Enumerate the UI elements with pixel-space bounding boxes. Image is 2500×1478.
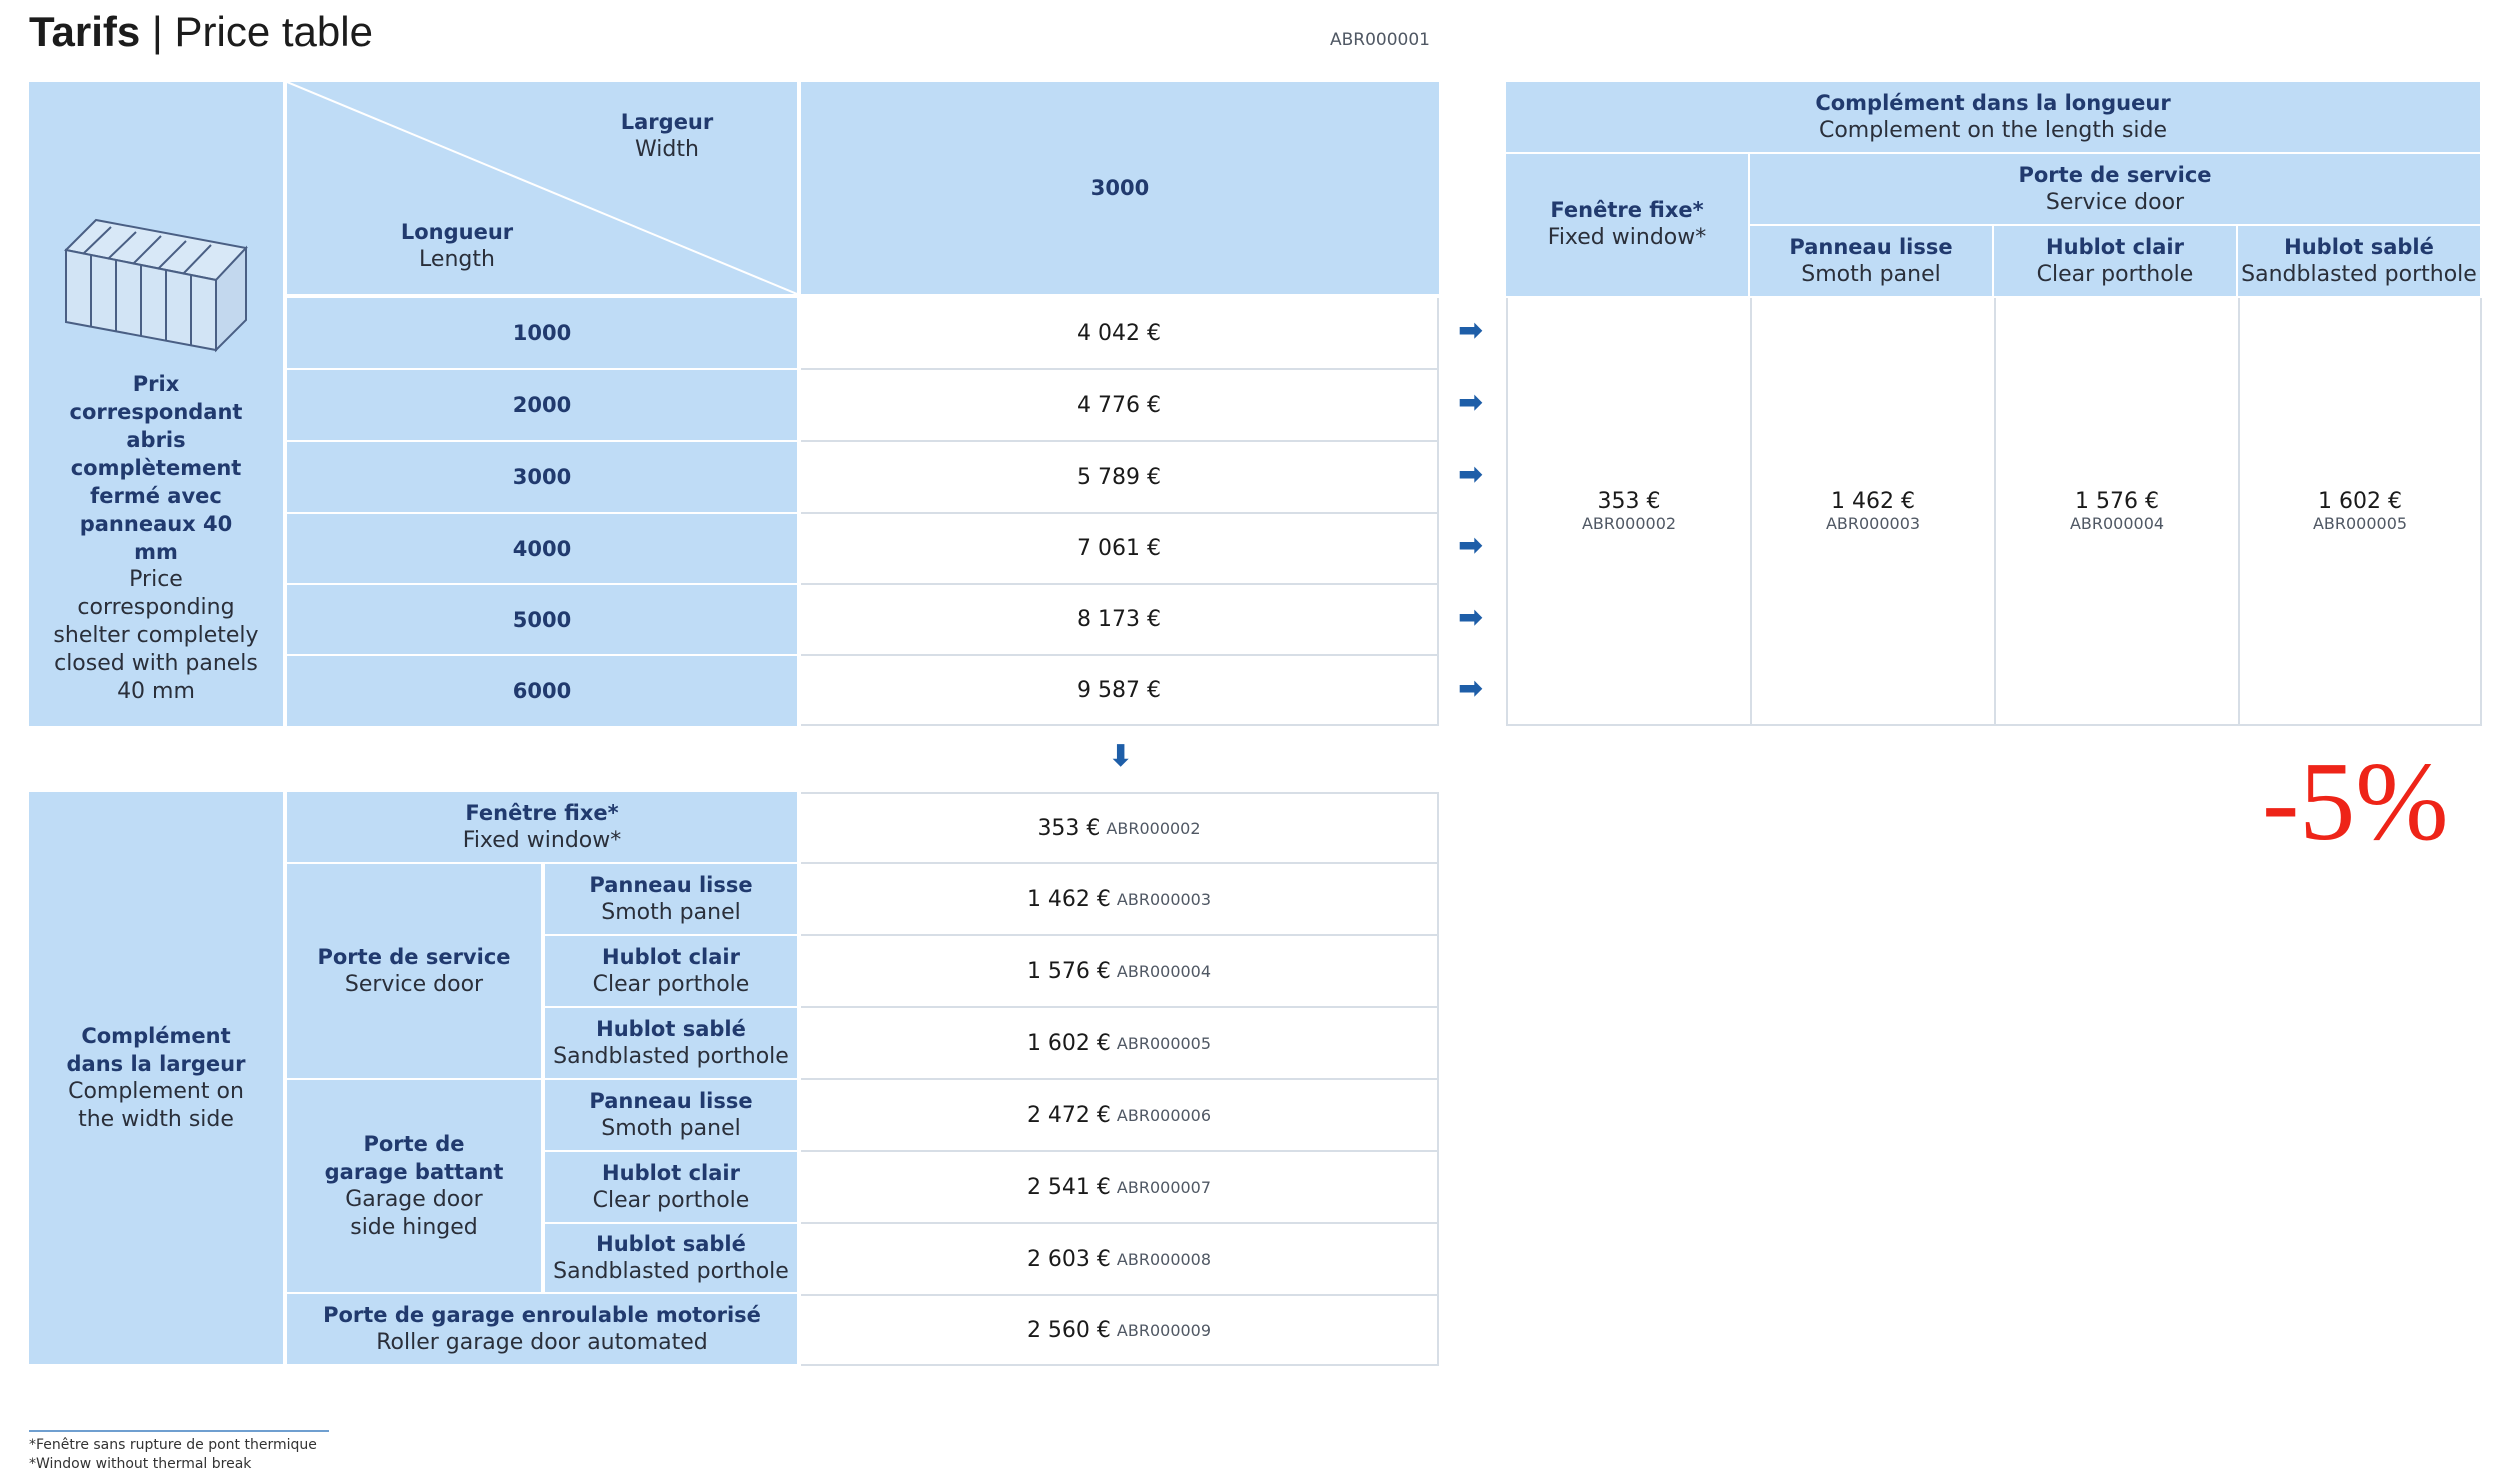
footnote-en: *Window without thermal break: [29, 1456, 252, 1472]
right-col-header: [1994, 226, 2236, 296]
corner-length: [357, 218, 557, 274]
bottom-price-column: [801, 792, 1439, 1366]
length-cell: [287, 442, 797, 512]
bottom-garage-en: Garage door side hinged: [345, 1187, 483, 1240]
bottom-sub-fr: Hublot sablé: [596, 1017, 746, 1041]
right-value-cell: [1996, 298, 2238, 724]
bottom-sub-fr: Panneau lisse: [589, 1089, 753, 1113]
arrow-down-icon: ⬇: [1108, 739, 1134, 774]
bottom-price-cell: [801, 1080, 1437, 1150]
right-price: 353 €: [1597, 489, 1661, 514]
page-title: [29, 4, 373, 60]
bottom-price: 2 472 €: [1026, 1102, 1111, 1128]
main-side-cell: [29, 82, 283, 726]
price-cell: [801, 656, 1437, 724]
bottom-fixed-cell: [287, 792, 797, 862]
bottom-sub-cell: [545, 1080, 797, 1150]
price-cell: [801, 298, 1437, 368]
right-service-header: [1750, 154, 2480, 224]
corner-width: [567, 108, 767, 164]
width-header: [801, 82, 1439, 294]
right-values-row: [1506, 298, 2482, 726]
bottom-price-cell: [801, 1152, 1437, 1222]
bottom-price-cell: [801, 864, 1437, 934]
bottom-fixed-fr: Fenêtre fixe*: [465, 801, 619, 825]
main-side-fr: Prix correspondant abris complètement fermé avec panneaux 40 mm: [69, 372, 243, 564]
bottom-sub-cell: [545, 1224, 797, 1292]
right-ref: ABR000004: [2069, 514, 2165, 533]
length-cell: [287, 585, 797, 654]
bottom-price: 353 €: [1037, 815, 1101, 841]
right-col-fr: Panneau lisse: [1789, 235, 1953, 259]
length-cell: [287, 370, 797, 440]
arrow-right-icon: ➡: [1458, 528, 1484, 563]
right-fixed-en: Fixed window*: [1547, 225, 1707, 250]
length-value: 4000: [512, 536, 572, 561]
bottom-side-fr: Complément dans la largeur: [66, 1024, 246, 1076]
bottom-ref: ABR000005: [1116, 1033, 1212, 1053]
bottom-price-cell: [801, 936, 1437, 1006]
right-col-header: [2238, 226, 2480, 296]
arrow-right-icon: ➡: [1458, 313, 1484, 348]
shelter-icon: [56, 210, 256, 360]
price-value: 5 789 €: [1077, 464, 1161, 490]
bottom-price-cell: [801, 1224, 1437, 1294]
price-value: 4 776 €: [1077, 392, 1161, 418]
corner-width-fr: Largeur: [620, 110, 714, 134]
length-value: 2000: [512, 393, 572, 417]
footnote: [29, 1436, 317, 1474]
right-title-en: Complement on the length side: [1818, 118, 2168, 143]
footnote-fr: *Fenêtre sans rupture de pont thermique: [29, 1437, 317, 1453]
corner-length-en: Length: [419, 247, 495, 272]
title-rest: Price table: [174, 8, 373, 55]
bottom-sub-cell: [545, 1008, 797, 1078]
right-value-cell: [2240, 298, 2480, 724]
length-value: 1000: [512, 321, 572, 345]
bottom-service-cell: [287, 864, 541, 1078]
bottom-side-cell: [29, 792, 283, 1364]
length-cell: [287, 514, 797, 583]
main-ref: ABR000001: [1330, 30, 1430, 50]
bottom-sub-en: Clear porthole: [592, 1188, 750, 1213]
right-price: 1 576 €: [2075, 489, 2159, 514]
bottom-ref: ABR000006: [1116, 1105, 1212, 1125]
arrow-right-icon: ➡: [1458, 671, 1484, 706]
footnote-rule: [29, 1430, 329, 1432]
right-value-cell: [1752, 298, 1994, 724]
bottom-sub-cell: [545, 864, 797, 934]
right-service-en: Service door: [2045, 190, 2185, 215]
bottom-sub-fr: Panneau lisse: [589, 873, 753, 897]
right-col-en: Clear porthole: [2036, 262, 2194, 287]
shelter-illustration: [56, 210, 256, 360]
bottom-fixed-en: Fixed window*: [462, 828, 622, 853]
bottom-sub-cell: [545, 1152, 797, 1222]
right-title-fr: Complément dans la longueur: [1815, 91, 2171, 115]
bottom-service-en: Service door: [344, 972, 484, 997]
right-col-fr: Hublot clair: [2046, 235, 2184, 259]
price-value: 8 173 €: [1077, 607, 1161, 632]
corner-header: [287, 82, 797, 294]
main-side-en: Price corresponding shelter completely closed with panels 40 mm: [53, 567, 259, 704]
bottom-price: 2 541 €: [1026, 1174, 1111, 1200]
bottom-price-cell: [801, 1296, 1437, 1364]
price-value: 9 587 €: [1077, 677, 1161, 703]
price-cell: [801, 514, 1437, 583]
bottom-price: 2 560 €: [1026, 1317, 1111, 1343]
bottom-sub-fr: Hublot clair: [602, 945, 740, 969]
length-column: [287, 298, 797, 726]
right-col-fr: Hublot sablé: [2284, 235, 2434, 259]
price-value: 4 042 €: [1077, 320, 1161, 346]
bottom-roller-en: Roller garage door automated: [376, 1330, 708, 1355]
right-price: 1 462 €: [1831, 489, 1915, 514]
arrow-right-icon: ➡: [1458, 457, 1484, 492]
right-ref: ABR000002: [1581, 514, 1677, 533]
bottom-sub-en: Sandblasted porthole: [553, 1044, 789, 1069]
length-value: 3000: [512, 465, 572, 489]
right-fixed-header: [1506, 154, 1748, 296]
bottom-price: 1 462 €: [1026, 886, 1111, 912]
length-value: 6000: [512, 679, 572, 703]
arrow-right-icon: ➡: [1458, 600, 1484, 635]
bottom-ref: ABR000002: [1106, 818, 1201, 838]
bottom-sub-fr: Hublot clair: [602, 1161, 740, 1185]
right-value-cell: [1508, 298, 1750, 724]
length-cell: [287, 298, 797, 368]
bottom-service-fr: Porte de service: [317, 945, 511, 969]
bottom-sub-fr: Hublot sablé: [596, 1232, 746, 1256]
bottom-sub-en: Smoth panel: [601, 1116, 741, 1141]
right-title-cell: [1506, 82, 2480, 152]
bottom-roller-fr: Porte de garage enroulable motorisé: [323, 1303, 761, 1327]
bottom-ref: ABR000003: [1116, 889, 1212, 909]
bottom-sub-en: Smoth panel: [601, 900, 741, 925]
bottom-price: 1 602 €: [1026, 1030, 1111, 1056]
price-column: [801, 298, 1439, 726]
price-cell: [801, 585, 1437, 654]
width-value: 3000: [1090, 176, 1150, 200]
bottom-sub-en: Sandblasted porthole: [553, 1259, 789, 1284]
right-col-en: Sandblasted porthole: [2241, 262, 2477, 287]
bottom-sub-en: Clear porthole: [592, 972, 750, 997]
price-value: 7 061 €: [1077, 536, 1161, 561]
bottom-ref: ABR000007: [1116, 1177, 1212, 1197]
bottom-ref: ABR000008: [1116, 1249, 1212, 1269]
bottom-price: 2 603 €: [1026, 1246, 1111, 1272]
right-ref: ABR000003: [1825, 514, 1921, 533]
discount-label: -5%: [2262, 740, 2449, 864]
title-separator: |: [140, 8, 175, 55]
length-cell: [287, 656, 797, 726]
bottom-sub-cell: [545, 936, 797, 1006]
right-price: 1 602 €: [2318, 489, 2402, 514]
bottom-garage-cell: [287, 1080, 541, 1292]
corner-width-en: Width: [635, 137, 699, 162]
bottom-price-cell: [801, 1008, 1437, 1078]
right-col-en: Smoth panel: [1801, 262, 1941, 287]
bottom-roller-cell: [287, 1294, 797, 1364]
right-ref: ABR000005: [2312, 514, 2408, 533]
title-bold: Tarifs: [29, 8, 141, 55]
bottom-side-en: Complement on the width side: [68, 1079, 244, 1132]
bottom-garage-fr: Porte de garage battant: [324, 1132, 504, 1184]
right-col-header: [1750, 226, 1992, 296]
right-fixed-fr: Fenêtre fixe*: [1550, 198, 1704, 222]
arrow-right-icon: ➡: [1458, 385, 1484, 420]
bottom-ref: ABR000009: [1116, 1320, 1212, 1340]
bottom-price-cell: [801, 794, 1437, 862]
price-cell: [801, 442, 1437, 512]
corner-length-fr: Longueur: [400, 220, 514, 244]
length-value: 5000: [512, 607, 572, 632]
bottom-ref: ABR000004: [1116, 961, 1212, 981]
price-cell: [801, 370, 1437, 440]
right-service-fr: Porte de service: [2018, 163, 2212, 187]
bottom-price: 1 576 €: [1026, 958, 1111, 984]
